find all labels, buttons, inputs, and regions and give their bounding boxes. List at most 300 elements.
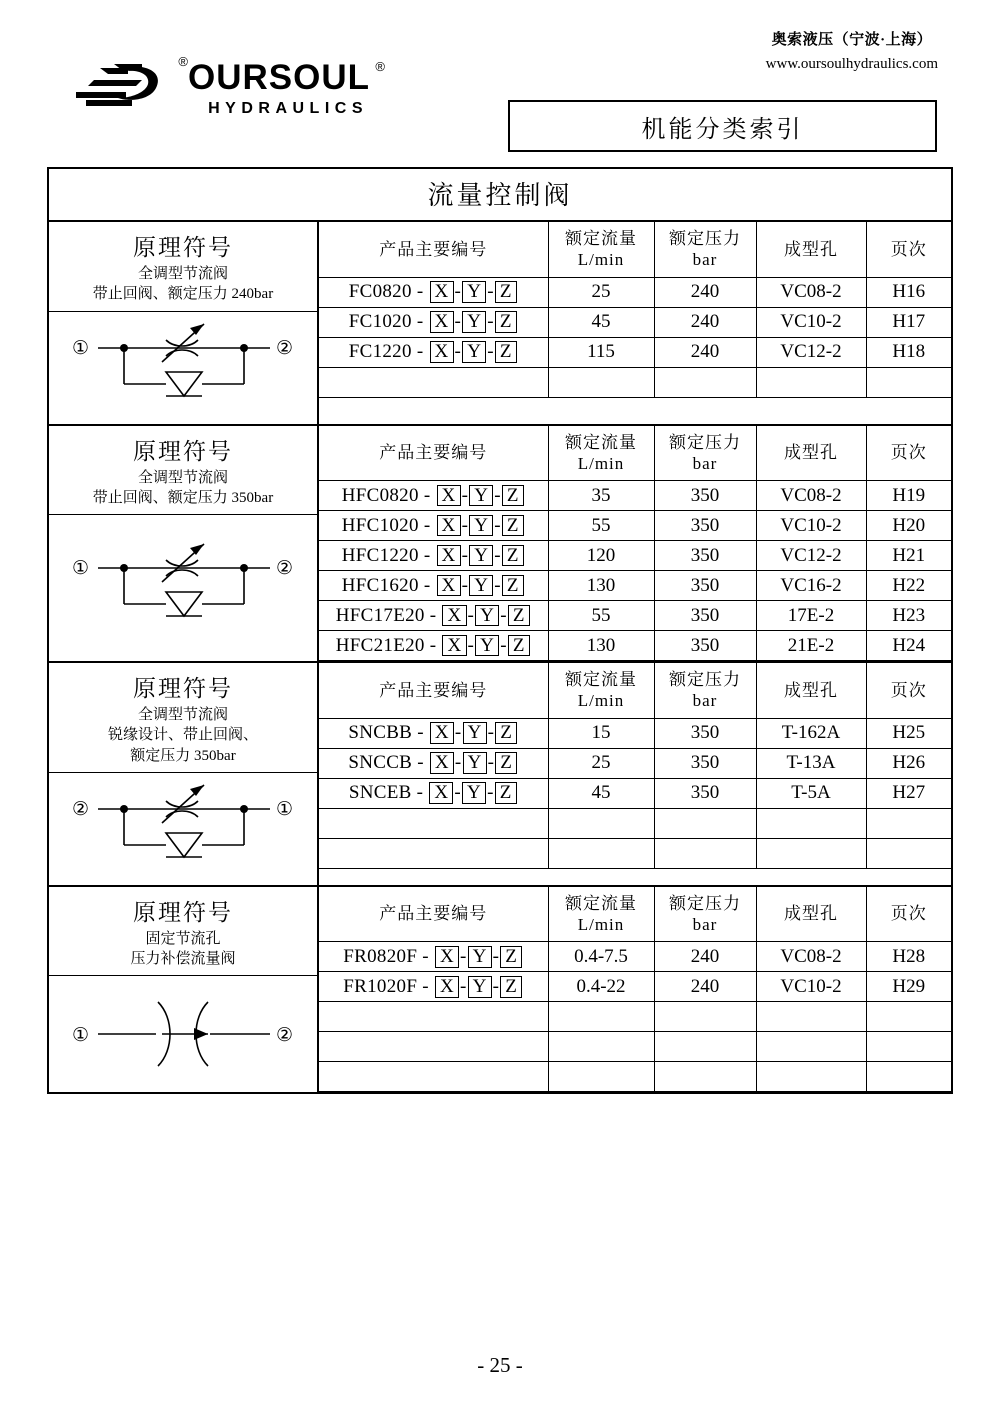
model-prefix: FC0820 - xyxy=(348,281,424,302)
col-header-cavity: 成型孔 xyxy=(756,222,866,277)
cavity-cell: 21E-2 xyxy=(756,631,866,661)
valve-group xyxy=(49,887,951,1093)
company-website: www.oursoulhydraulics.com xyxy=(765,55,938,72)
model-option-y: Y xyxy=(463,722,487,744)
page-ref-cell: H22 xyxy=(866,571,951,601)
rated-pressure-cell: 240 xyxy=(654,277,756,307)
cavity-cell: T-5A xyxy=(756,778,866,808)
data-cell xyxy=(319,426,951,662)
symbol-desc-line: 带止回阀、额定压力 240bar xyxy=(92,286,274,303)
rated-pressure-cell: 350 xyxy=(654,541,756,571)
model-option-x: X xyxy=(430,341,454,363)
rated-flow-cell: 45 xyxy=(548,307,654,337)
col-header-flow-line1: 额定流量 xyxy=(565,670,637,689)
col-header-pressure xyxy=(654,663,756,718)
col-header-flow xyxy=(548,222,654,277)
model-sep: - xyxy=(454,722,462,743)
col-header-model: 产品主要编号 xyxy=(319,222,548,277)
table-row[interactable] xyxy=(319,748,951,778)
col-header-flow xyxy=(548,663,654,718)
empty-cell xyxy=(866,838,951,868)
product-model-cell xyxy=(319,571,548,601)
model-sep: - xyxy=(494,574,501,596)
table-header-row xyxy=(319,426,951,481)
section-title-box xyxy=(508,100,937,152)
table-row[interactable] xyxy=(319,972,951,1002)
model-prefix: HFC1220 - xyxy=(341,544,431,566)
model-option-y: Y xyxy=(469,545,493,567)
empty-cell xyxy=(548,1062,654,1092)
model-option-y: Y xyxy=(469,575,493,597)
empty-cell xyxy=(548,838,654,868)
symbol-desc-line: 全调型节流阀 xyxy=(137,266,228,282)
model-option-z: Z xyxy=(495,752,517,774)
symbol-desc-line: 锐缘设计、带止回阀、 xyxy=(107,727,258,744)
col-header-flow xyxy=(548,887,654,942)
col-header-pressure-line1: 额定压力 xyxy=(669,893,741,913)
table-row[interactable] xyxy=(319,481,951,511)
cavity-cell: T-162A xyxy=(756,718,866,748)
model-option-z: Z xyxy=(500,946,522,968)
model-sep: - xyxy=(454,782,462,803)
model-option-z: Z xyxy=(495,341,517,363)
symbol-heading: 原理符号 xyxy=(133,235,233,260)
table-row-empty xyxy=(319,1062,951,1092)
model-option-z: Z xyxy=(508,635,530,657)
page-ref-cell: H25 xyxy=(866,718,951,748)
valve-group xyxy=(49,426,951,664)
col-header-pressure-line2: bar xyxy=(692,250,718,270)
logo-word xyxy=(188,58,386,97)
rated-flow-cell: 15 xyxy=(548,718,654,748)
rated-pressure-cell: 350 xyxy=(654,631,756,661)
col-header-flow-line2: L/min xyxy=(577,250,625,270)
col-header-flow-line1: 额定流量 xyxy=(565,432,637,452)
model-prefix: SNCCB - xyxy=(348,752,424,773)
page-ref-cell: H18 xyxy=(866,337,951,367)
model-sep: - xyxy=(461,484,469,506)
model-option-z: Z xyxy=(500,976,522,998)
symbol-desc-line: 压力补偿流量阀 xyxy=(130,951,236,967)
symbol-heading: 原理符号 xyxy=(133,438,233,464)
table-row[interactable] xyxy=(319,942,951,972)
model-option-z: Z xyxy=(495,311,517,333)
model-option-x: X xyxy=(437,545,461,567)
model-sep: - xyxy=(492,975,500,997)
model-option-x: X xyxy=(435,946,459,968)
hydraulic-symbol-icon xyxy=(49,976,317,1092)
cavity-cell: VC10-2 xyxy=(756,307,866,337)
page-ref-cell: H23 xyxy=(866,601,951,631)
rated-pressure-cell: 240 xyxy=(654,972,756,1002)
cavity-cell: VC12-2 xyxy=(756,337,866,367)
model-sep: - xyxy=(492,945,500,967)
model-option-x: X xyxy=(430,311,454,333)
model-sep: - xyxy=(459,945,467,967)
model-prefix: HFC21E20 - xyxy=(335,634,437,656)
model-sep: - xyxy=(494,544,501,566)
product-model-cell xyxy=(319,748,548,778)
model-option-y: Y xyxy=(475,605,499,627)
empty-cell xyxy=(756,1032,866,1062)
symbol-desc-line: 全调型节流阀 xyxy=(137,707,228,723)
model-option-y: Y xyxy=(469,485,493,507)
rated-flow-cell: 55 xyxy=(548,511,654,541)
model-option-z: Z xyxy=(495,722,517,744)
table-header-row xyxy=(319,663,951,718)
empty-cell xyxy=(319,1002,548,1032)
col-header-pressure-line2: bar xyxy=(692,453,718,473)
col-header-page: 页次 xyxy=(866,222,951,277)
rated-pressure-cell: 350 xyxy=(654,778,756,808)
empty-cell xyxy=(654,808,756,838)
company-info xyxy=(766,30,938,76)
page-ref-cell: H20 xyxy=(866,511,951,541)
table-row[interactable] xyxy=(319,571,951,601)
rated-pressure-cell: 350 xyxy=(654,571,756,601)
cavity-cell: VC10-2 xyxy=(756,511,866,541)
rated-pressure-cell: 240 xyxy=(654,307,756,337)
table-header-row xyxy=(319,887,951,942)
cavity-cell: VC12-2 xyxy=(756,541,866,571)
empty-cell xyxy=(866,1032,951,1062)
rated-pressure-cell: 350 xyxy=(654,481,756,511)
page-ref-cell: H16 xyxy=(866,277,951,307)
hydraulic-symbol-icon xyxy=(49,773,317,885)
rated-pressure-cell: 240 xyxy=(654,337,756,367)
model-prefix: FR0820F - xyxy=(343,945,429,967)
empty-cell xyxy=(866,1062,951,1092)
model-prefix: FC1220 - xyxy=(348,341,424,362)
model-option-z: Z xyxy=(502,485,524,507)
model-sep: - xyxy=(461,544,469,566)
model-prefix: HFC0820 - xyxy=(341,484,431,506)
empty-cell xyxy=(548,808,654,838)
col-header-pressure-line2: bar xyxy=(692,915,718,934)
page-ref-cell: H26 xyxy=(866,748,951,778)
symbol-desc-line: 额定压力 350bar xyxy=(130,747,236,764)
rated-pressure-cell: 350 xyxy=(654,601,756,631)
table-row-empty xyxy=(319,808,951,838)
svg-text:①: ① xyxy=(72,558,90,579)
product-model-cell xyxy=(319,601,548,631)
group-table xyxy=(319,887,951,1093)
col-header-pressure-line1: 额定压力 xyxy=(669,229,741,248)
rated-pressure-cell: 350 xyxy=(654,718,756,748)
symbol-description xyxy=(49,468,317,516)
empty-cell xyxy=(756,367,866,397)
col-header-flow xyxy=(548,426,654,481)
empty-cell xyxy=(654,367,756,397)
col-header-pressure-line1: 额定压力 xyxy=(669,670,741,689)
model-sep: - xyxy=(487,311,494,332)
page-ref-cell: H28 xyxy=(866,942,951,972)
svg-text:①: ① xyxy=(72,1025,90,1047)
col-header-pressure xyxy=(654,887,756,942)
cavity-cell: VC10-2 xyxy=(756,972,866,1002)
model-prefix: HFC1620 - xyxy=(341,574,431,596)
model-sep: - xyxy=(467,604,475,626)
section-title: 机能分类索引 xyxy=(641,116,804,143)
page-number: - 25 - xyxy=(477,1353,523,1377)
product-model-cell xyxy=(319,481,548,511)
rated-flow-cell: 130 xyxy=(548,631,654,661)
svg-text:①: ① xyxy=(72,337,90,359)
rated-pressure-cell: 350 xyxy=(654,511,756,541)
empty-cell xyxy=(756,1062,866,1092)
product-model-cell xyxy=(319,307,548,337)
cavity-cell: VC08-2 xyxy=(756,481,866,511)
empty-cell xyxy=(319,808,548,838)
group-table xyxy=(319,222,951,398)
product-model-cell xyxy=(319,511,548,541)
groups-container xyxy=(49,222,951,1092)
col-header-model: 产品主要编号 xyxy=(319,887,548,942)
valve-group xyxy=(49,663,951,887)
model-prefix: HFC17E20 - xyxy=(335,604,437,626)
model-sep: - xyxy=(500,634,507,656)
model-sep: - xyxy=(467,634,475,656)
product-model-cell xyxy=(319,631,548,661)
table-row[interactable] xyxy=(319,511,951,541)
col-header-pressure xyxy=(654,222,756,277)
symbol-cell xyxy=(49,887,319,1093)
rated-flow-cell: 25 xyxy=(548,748,654,778)
product-model-cell xyxy=(319,277,548,307)
col-header-page: 页次 xyxy=(866,663,951,718)
col-header-cavity: 成型孔 xyxy=(756,663,866,718)
empty-cell xyxy=(548,1032,654,1062)
model-option-y: Y xyxy=(469,515,493,537)
product-model-cell xyxy=(319,778,548,808)
product-model-cell xyxy=(319,942,548,972)
rated-flow-cell: 0.4-22 xyxy=(548,972,654,1002)
empty-cell xyxy=(866,808,951,838)
model-sep: - xyxy=(461,574,469,596)
model-option-z: Z xyxy=(495,782,517,804)
page-ref-cell: H19 xyxy=(866,481,951,511)
table-row[interactable] xyxy=(319,631,951,661)
model-prefix: SNCEB - xyxy=(348,782,424,803)
empty-cell xyxy=(866,367,951,397)
group-table xyxy=(319,663,951,869)
svg-text:②: ② xyxy=(276,1025,294,1047)
model-option-y: Y xyxy=(475,635,499,657)
symbol-description xyxy=(49,264,317,312)
model-option-x: X xyxy=(437,575,461,597)
company-name-cn: 奥索液压（宁波·上海） xyxy=(771,32,933,48)
col-header-page: 页次 xyxy=(866,887,951,942)
model-sep: - xyxy=(454,341,462,362)
product-model-cell xyxy=(319,718,548,748)
cavity-cell: VC16-2 xyxy=(756,571,866,601)
model-option-y: Y xyxy=(462,311,486,333)
logo-glyph-icon xyxy=(70,54,188,114)
model-option-x: X xyxy=(430,722,454,744)
col-header-page: 页次 xyxy=(866,426,951,481)
model-option-y: Y xyxy=(463,752,487,774)
valve-group xyxy=(49,222,951,426)
model-prefix: FR1020F - xyxy=(343,975,429,997)
model-option-z: Z xyxy=(495,281,517,303)
table-row[interactable] xyxy=(319,337,951,367)
symbol-cell xyxy=(49,222,319,424)
model-sep: - xyxy=(487,782,494,803)
model-option-z: Z xyxy=(502,575,524,597)
model-option-x: X xyxy=(437,485,461,507)
page-ref-cell: H29 xyxy=(866,972,951,1002)
model-option-z: Z xyxy=(508,605,530,627)
empty-cell xyxy=(548,1002,654,1032)
model-option-y: Y xyxy=(462,782,486,804)
empty-cell xyxy=(548,367,654,397)
empty-cell xyxy=(654,1062,756,1092)
table-row[interactable] xyxy=(319,718,951,748)
page-ref-cell: H21 xyxy=(866,541,951,571)
table-row[interactable] xyxy=(319,307,951,337)
table-row-empty xyxy=(319,1032,951,1062)
model-option-x: X xyxy=(442,605,466,627)
page-ref-cell: H27 xyxy=(866,778,951,808)
model-sep: - xyxy=(487,752,495,773)
flow-control-valve-table xyxy=(47,167,953,1094)
cavity-cell: T-13A xyxy=(756,748,866,778)
model-option-y: Y xyxy=(468,946,492,968)
group-table xyxy=(319,426,951,662)
model-option-z: Z xyxy=(502,545,524,567)
empty-cell xyxy=(319,1062,548,1092)
symbol-heading: 原理符号 xyxy=(133,899,233,925)
data-cell xyxy=(319,222,951,424)
rated-flow-cell: 55 xyxy=(548,601,654,631)
empty-cell xyxy=(654,838,756,868)
empty-cell xyxy=(319,367,548,397)
logo-word-text: OURSOUL xyxy=(188,58,370,97)
symbol-cell xyxy=(49,663,319,885)
col-header-pressure-line2: bar xyxy=(692,691,718,711)
page-ref-cell: H24 xyxy=(866,631,951,661)
svg-text:②: ② xyxy=(276,558,294,579)
table-row[interactable] xyxy=(319,601,951,631)
table-row[interactable] xyxy=(319,277,951,307)
empty-cell xyxy=(866,1002,951,1032)
model-prefix: FC1020 - xyxy=(348,311,424,332)
hydraulic-symbol-icon xyxy=(49,515,317,661)
product-model-cell xyxy=(319,337,548,367)
symbol-desc-line: 全调型节流阀 xyxy=(137,469,228,486)
data-cell xyxy=(319,663,951,885)
model-sep: - xyxy=(500,604,507,626)
col-header-model: 产品主要编号 xyxy=(319,426,548,481)
symbol-heading: 原理符号 xyxy=(133,676,233,701)
logo-trademark-right: ® xyxy=(375,59,386,74)
cavity-cell: 17E-2 xyxy=(756,601,866,631)
empty-cell xyxy=(756,1002,866,1032)
model-option-x: X xyxy=(430,281,454,303)
model-option-x: X xyxy=(437,515,461,537)
rated-flow-cell: 45 xyxy=(548,778,654,808)
model-option-x: X xyxy=(430,752,454,774)
page-header xyxy=(0,0,1000,143)
empty-cell xyxy=(654,1002,756,1032)
model-prefix: HFC1020 - xyxy=(341,514,431,536)
product-model-cell xyxy=(319,972,548,1002)
table-row[interactable] xyxy=(319,541,951,571)
rated-flow-cell: 0.4-7.5 xyxy=(548,942,654,972)
model-option-x: X xyxy=(442,635,466,657)
model-option-z: Z xyxy=(502,515,524,537)
model-prefix: SNCBB - xyxy=(348,722,424,743)
model-sep: - xyxy=(487,722,495,743)
svg-text:②: ② xyxy=(276,337,294,359)
model-sep: - xyxy=(461,514,469,536)
cavity-cell: VC08-2 xyxy=(756,942,866,972)
table-header-row xyxy=(319,222,951,277)
col-header-flow-line1: 额定流量 xyxy=(565,893,637,913)
empty-cell xyxy=(654,1032,756,1062)
logo-wordmark xyxy=(188,58,386,118)
col-header-model: 产品主要编号 xyxy=(319,663,548,718)
table-row-empty xyxy=(319,1002,951,1032)
symbol-cell xyxy=(49,426,319,662)
model-option-y: Y xyxy=(462,341,486,363)
model-sep: - xyxy=(494,514,501,536)
col-header-flow-line2: L/min xyxy=(577,915,625,934)
page-ref-cell: H17 xyxy=(866,307,951,337)
cavity-cell: VC08-2 xyxy=(756,277,866,307)
company-logo xyxy=(70,54,386,118)
model-option-x: X xyxy=(435,976,459,998)
rated-flow-cell: 120 xyxy=(548,541,654,571)
table-row-empty xyxy=(319,838,951,868)
rated-pressure-cell: 240 xyxy=(654,942,756,972)
model-sep: - xyxy=(487,281,494,302)
table-row[interactable] xyxy=(319,778,951,808)
rated-pressure-cell: 350 xyxy=(654,748,756,778)
model-sep: - xyxy=(494,484,501,506)
svg-text:②: ② xyxy=(72,798,90,820)
empty-cell xyxy=(756,838,866,868)
svg-text:①: ① xyxy=(276,798,294,820)
symbol-desc-line: 带止回阀、额定压力 350bar xyxy=(92,489,274,506)
model-sep: - xyxy=(487,341,494,362)
model-sep: - xyxy=(454,752,462,773)
model-option-y: Y xyxy=(462,281,486,303)
col-header-flow-line1: 额定流量 xyxy=(565,229,637,248)
col-header-cavity: 成型孔 xyxy=(756,887,866,942)
symbol-desc-line: 固定节流孔 xyxy=(145,930,221,947)
rated-flow-cell: 25 xyxy=(548,277,654,307)
logo-trademark-left: ® xyxy=(178,54,188,69)
empty-cell xyxy=(319,1032,548,1062)
logo-subtitle: HYDRAULICS xyxy=(208,100,368,117)
rated-flow-cell: 35 xyxy=(548,481,654,511)
model-option-x: X xyxy=(429,782,453,804)
symbol-description xyxy=(49,929,317,977)
model-sep: - xyxy=(454,311,462,332)
model-sep: - xyxy=(454,281,462,302)
hydraulic-symbol-icon xyxy=(49,312,317,424)
rated-flow-cell: 130 xyxy=(548,571,654,601)
table-title: 流量控制阀 xyxy=(49,169,951,222)
data-cell xyxy=(319,887,951,1093)
model-sep: - xyxy=(459,975,467,997)
col-header-cavity: 成型孔 xyxy=(756,426,866,481)
rated-flow-cell: 115 xyxy=(548,337,654,367)
col-header-flow-line2: L/min xyxy=(577,691,625,711)
col-header-pressure xyxy=(654,426,756,481)
empty-cell xyxy=(319,838,548,868)
